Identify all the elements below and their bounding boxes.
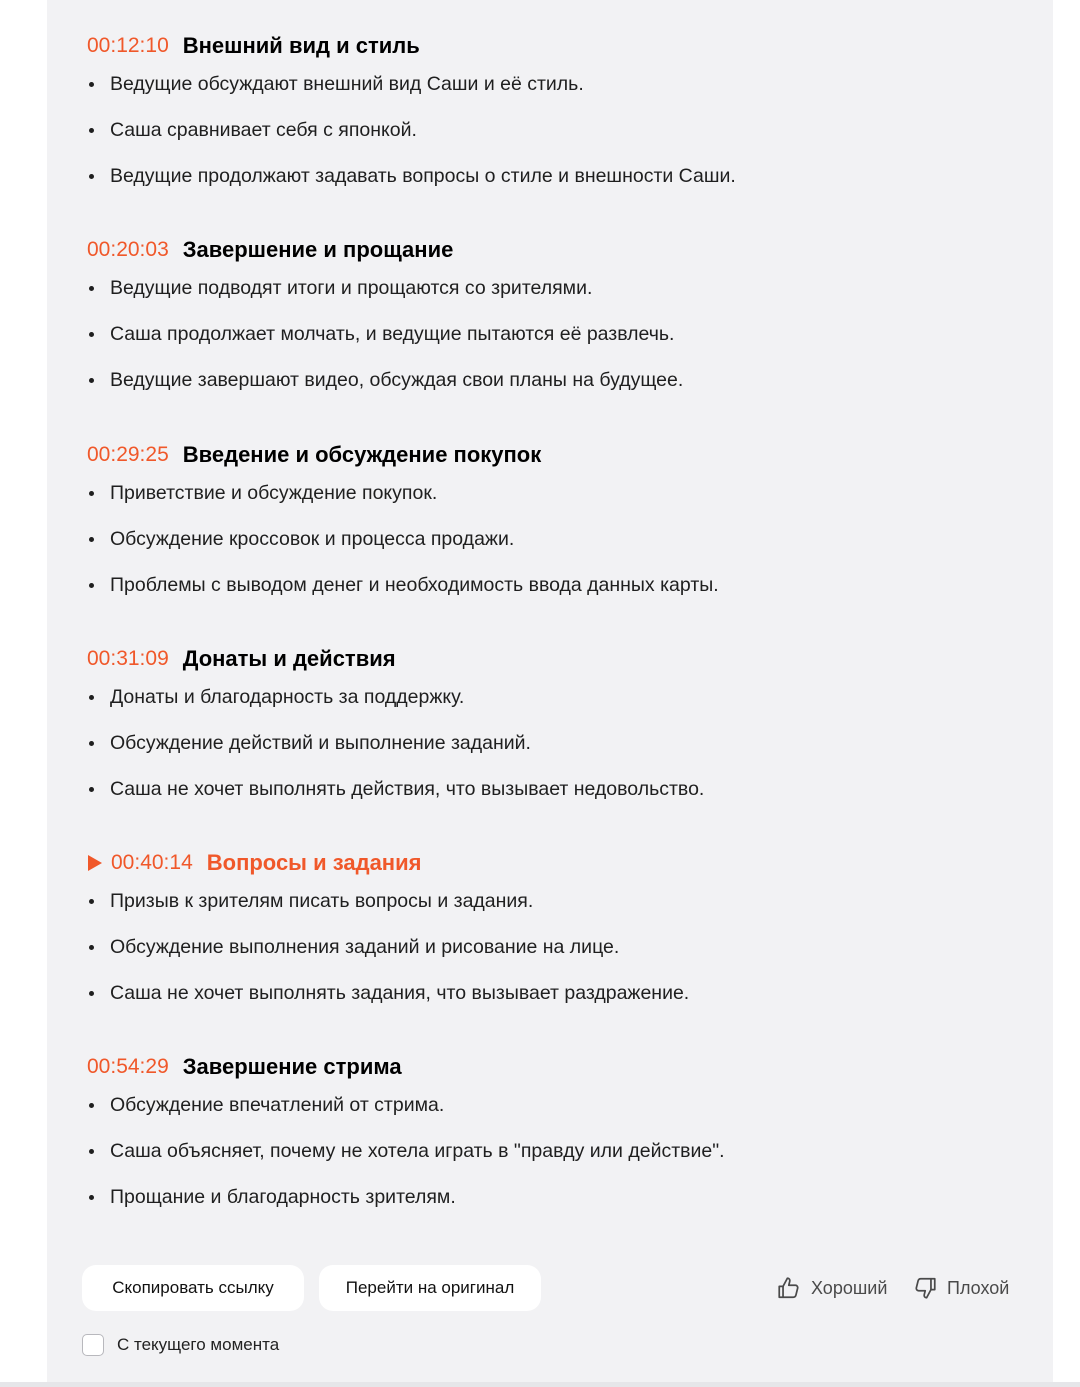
section-header[interactable] bbox=[87, 1052, 987, 1082]
list-item-text: Ведущие завершают видео, обсуждая свои планы на будущее. bbox=[110, 369, 684, 391]
section-points bbox=[87, 878, 987, 1016]
rate-bad-label: Плохой bbox=[947, 1277, 1010, 1298]
section-header[interactable] bbox=[87, 644, 987, 674]
list-item bbox=[87, 265, 987, 311]
list-item bbox=[87, 674, 987, 720]
bullet-icon bbox=[89, 899, 94, 904]
summary-section bbox=[87, 440, 987, 608]
list-item bbox=[87, 107, 987, 153]
bullet-icon bbox=[89, 332, 94, 337]
list-item bbox=[87, 970, 987, 1016]
from-current-moment-label: С текущего момента bbox=[117, 1335, 280, 1354]
section-title: Вопросы и задания bbox=[206, 850, 422, 875]
list-item-text: Обсуждение впечатлений от стрима. bbox=[110, 1094, 445, 1116]
section-header[interactable] bbox=[87, 440, 987, 470]
list-item bbox=[87, 766, 987, 812]
divider bbox=[0, 1382, 1080, 1387]
section-timestamp[interactable]: 00:31:09 bbox=[87, 647, 169, 670]
bullet-icon bbox=[89, 991, 94, 996]
rate-good-button[interactable] bbox=[776, 1272, 887, 1304]
list-item bbox=[87, 153, 987, 199]
section-timestamp[interactable]: 00:54:29 bbox=[87, 1055, 169, 1078]
section-points bbox=[87, 265, 987, 403]
section-points bbox=[87, 470, 987, 608]
section-header[interactable] bbox=[87, 31, 987, 61]
rate-good-label: Хороший bbox=[811, 1277, 888, 1298]
list-item bbox=[87, 470, 987, 516]
go-to-original-label: Перейти на оригинал bbox=[345, 1278, 515, 1297]
bullet-icon bbox=[89, 945, 94, 950]
copy-link-label: Скопировать ссылку bbox=[112, 1278, 274, 1297]
list-item bbox=[87, 1128, 987, 1174]
section-points bbox=[87, 674, 987, 812]
list-item bbox=[87, 924, 987, 970]
list-item-text: Саша не хочет выполнять действия, что вызывает недовольство. bbox=[110, 778, 705, 800]
list-item bbox=[87, 357, 987, 403]
section-timestamp[interactable]: 00:40:14 bbox=[111, 851, 193, 874]
bullet-icon bbox=[89, 491, 94, 496]
thumbs-down-icon bbox=[912, 1275, 938, 1301]
section-title: Донаты и действия bbox=[182, 646, 396, 671]
list-item-text: Прощание и благодарность зрителям. bbox=[110, 1186, 456, 1208]
bullet-icon bbox=[89, 1195, 94, 1200]
list-item-text: Саша объясняет, почему не хотела играть в "правду или действие". bbox=[110, 1140, 725, 1162]
list-item-text: Приветствие и обсуждение покупок. bbox=[110, 482, 438, 504]
list-item-text: Саша не хочет выполнять задания, что вызывает раздражение. bbox=[110, 982, 690, 1004]
list-item-text: Саша сравнивает себя с японкой. bbox=[110, 119, 417, 141]
section-title: Завершение и прощание bbox=[182, 237, 454, 262]
list-item-text: Ведущие продолжают задавать вопросы о стиле и внешности Саши. bbox=[110, 165, 736, 187]
list-item-text: Ведущие подводят итоги и прощаются со зрителями. bbox=[110, 277, 593, 299]
section-timestamp[interactable]: 00:29:25 bbox=[87, 443, 169, 466]
list-item-text: Ведущие обсуждают внешний вид Саши и её стиль. bbox=[110, 73, 584, 95]
list-item bbox=[87, 878, 987, 924]
section-points bbox=[87, 1082, 987, 1220]
bullet-icon bbox=[89, 787, 94, 792]
list-item bbox=[87, 1082, 987, 1128]
bullet-icon bbox=[89, 286, 94, 291]
section-header[interactable] bbox=[87, 848, 987, 878]
list-item-text: Проблемы с выводом денег и необходимость ввода данных карты. bbox=[110, 574, 719, 596]
list-item-text: Обсуждение действий и выполнение заданий. bbox=[110, 732, 531, 754]
summary-section bbox=[87, 235, 987, 403]
section-title: Введение и обсуждение покупок bbox=[182, 442, 542, 467]
section-title: Завершение стрима bbox=[182, 1054, 402, 1079]
list-item bbox=[87, 1174, 987, 1220]
section-timestamp[interactable]: 00:20:03 bbox=[87, 238, 169, 261]
list-item-text: Призыв к зрителям писать вопросы и задания. bbox=[110, 890, 534, 912]
bullet-icon bbox=[89, 128, 94, 133]
section-header[interactable] bbox=[87, 235, 987, 265]
bullet-icon bbox=[89, 378, 94, 383]
section-points bbox=[87, 61, 987, 199]
summary-section bbox=[87, 644, 987, 812]
list-item bbox=[87, 562, 987, 608]
summary-section bbox=[87, 31, 987, 199]
list-item bbox=[87, 720, 987, 766]
list-item-text: Обсуждение выполнения заданий и рисование на лице. bbox=[110, 936, 620, 958]
rate-bad-button[interactable] bbox=[912, 1272, 1009, 1304]
from-current-moment-option[interactable] bbox=[82, 1333, 279, 1357]
bullet-icon bbox=[89, 82, 94, 87]
summary-section bbox=[87, 848, 987, 1016]
bullet-icon bbox=[89, 537, 94, 542]
bullet-icon bbox=[89, 583, 94, 588]
from-current-moment-checkbox[interactable] bbox=[82, 1334, 104, 1356]
list-item bbox=[87, 516, 987, 562]
list-item-text: Донаты и благодарность за поддержку. bbox=[110, 686, 465, 708]
play-icon[interactable] bbox=[88, 855, 102, 871]
list-item-text: Обсуждение кроссовок и процесса продажи. bbox=[110, 528, 515, 550]
summary-section bbox=[87, 1052, 987, 1220]
bullet-icon bbox=[89, 1103, 94, 1108]
bullet-icon bbox=[89, 695, 94, 700]
go-to-original-button[interactable] bbox=[319, 1265, 541, 1311]
copy-link-button[interactable] bbox=[82, 1265, 304, 1311]
bullet-icon bbox=[89, 174, 94, 179]
bullet-icon bbox=[89, 1149, 94, 1154]
section-timestamp[interactable]: 00:12:10 bbox=[87, 34, 169, 57]
section-title: Внешний вид и стиль bbox=[182, 33, 420, 58]
list-item-text: Саша продолжает молчать, и ведущие пытаются её развлечь. bbox=[110, 323, 675, 345]
list-item bbox=[87, 61, 987, 107]
bullet-icon bbox=[89, 741, 94, 746]
list-item bbox=[87, 311, 987, 357]
thumbs-up-icon bbox=[776, 1275, 802, 1301]
